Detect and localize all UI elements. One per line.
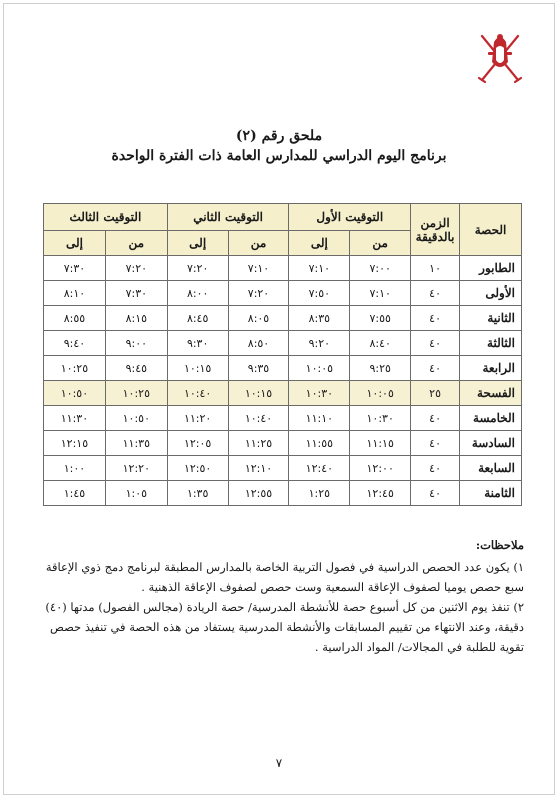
timing1-from: ١٢:٠٠ [350,456,411,481]
annex-header [4,128,554,164]
timing1-to: ١٠:٣٠ [289,381,350,406]
period-duration: ٤٠ [411,406,460,431]
timing1-to: ٩:٢٠ [289,331,350,356]
timing3-to: ٧:٣٠ [44,256,106,281]
timing1-to: ١٢:٤٠ [289,456,350,481]
timing3-from: ٧:٣٠ [105,281,167,306]
timing2-from: ٩:٣٥ [228,356,289,381]
timing3-to: ١١:٣٠ [44,406,106,431]
timing1-from: ٧:٥٥ [350,306,411,331]
header-timing3: التوقيت الثالث [44,204,168,231]
timing1-to: ١١:١٠ [289,406,350,431]
timing2-from: ١٠:٤٠ [228,406,289,431]
header-t1-to: إلى [289,231,350,256]
period-duration: ٤٠ [411,281,460,306]
period-name: الرابعة [460,356,522,381]
timing2-from: ١٠:١٥ [228,381,289,406]
table-row [44,406,522,431]
period-duration: ٤٠ [411,306,460,331]
timing2-to: ١١:٢٠ [167,406,228,431]
timing2-to: ١٠:١٥ [167,356,228,381]
notes-heading: ملاحظات: [475,538,524,552]
note-item-2: ٢) تنفذ يوم الاثنين من كل أسبوع حصة للأنشطة المدرسية/ حصة الريادة (مجالس الفصول) مدتها (٤٠) دقيقة، وعند الانتهاء من تقييم المسابقات والأنشطة المدرسية يستفاد من هذه الحصة في تنفيذ حصص تقوية للطلبة في المجالات/ المواد الدراسية . [45,600,524,654]
school-day-schedule-table [43,203,522,506]
timing3-from: ٩:٠٠ [105,331,167,356]
period-duration: ٤٠ [411,331,460,356]
table-row [44,481,522,506]
timing3-to: ١٠:٥٠ [44,381,106,406]
notes-section [44,535,524,657]
header-t1-from: من [350,231,411,256]
timing2-from: ١٢:٥٥ [228,481,289,506]
annex-title: برنامج اليوم الدراسي للمدارس العامة ذات الفترة الواحدة [111,148,447,164]
timing1-to: ١:٢٥ [289,481,350,506]
timing3-from: ٩:٤٥ [105,356,167,381]
timing1-to: ١٠:٠٥ [289,356,350,381]
period-duration: ٤٠ [411,431,460,456]
timing2-from: ٧:٢٠ [228,281,289,306]
timing3-to: ١:٠٠ [44,456,106,481]
table-row [44,431,522,456]
timing2-to: ٩:٣٠ [167,331,228,356]
period-duration: ٢٥ [411,381,460,406]
header-t2-to: إلى [167,231,228,256]
table-row-break [44,381,522,406]
timing3-to: ١:٤٥ [44,481,106,506]
timing2-to: ١٢:٥٠ [167,456,228,481]
timing1-to: ١١:٥٥ [289,431,350,456]
table-row [44,356,522,381]
annex-label: ملحق رقم (٢) [235,128,323,144]
timing3-to: ١٠:٢٥ [44,356,106,381]
timing3-from: ١١:٣٥ [105,431,167,456]
period-name: الثامنة [460,481,522,506]
timing3-from: ١:٠٥ [105,481,167,506]
timing3-to: ١٢:١٥ [44,431,106,456]
timing1-from: ١٠:٠٥ [350,381,411,406]
table-row [44,256,522,281]
period-duration: ٤٠ [411,456,460,481]
header-t3-to: إلى [44,231,106,256]
header-timing2: التوقيت الثاني [167,204,289,231]
timing1-from: ١١:١٥ [350,431,411,456]
table-row [44,331,522,356]
period-name: الخامسة [460,406,522,431]
header-timing1: التوقيت الأول [289,204,411,231]
timing1-to: ٧:٥٠ [289,281,350,306]
note-item-1: ١) يكون عدد الحصص الدراسية في فصول التربية الخاصة بالمدارس المطبقة لبرنامج دمج ذوي الإعاقة سبع حصص يوميا لصفوف الإعاقة السمعية وست حصص لصفوف الإعاقة الذهنية . [45,560,524,594]
timing1-to: ٨:٣٥ [289,306,350,331]
timing2-to: ١٠:٤٠ [167,381,228,406]
timing2-from: ١٢:١٠ [228,456,289,481]
timing3-from: ١٠:٢٥ [105,381,167,406]
header-duration: الزمن بالدقيقة [411,204,460,256]
timing1-from: ٩:٢٥ [350,356,411,381]
timing1-from: ٧:١٠ [350,281,411,306]
timing1-from: ٨:٤٠ [350,331,411,356]
timing1-from: ٧:٠٠ [350,256,411,281]
timing1-from: ١٠:٣٠ [350,406,411,431]
oman-national-emblem-icon [474,28,526,88]
timing3-to: ٨:١٠ [44,281,106,306]
timing3-from: ١٢:٢٠ [105,456,167,481]
table-row [44,281,522,306]
header-t3-from: من [105,231,167,256]
header-period: الحصة [460,204,522,256]
timing2-to: ٨:٠٠ [167,281,228,306]
timing2-to: ١٢:٠٥ [167,431,228,456]
timing2-from: ٨:٥٠ [228,331,289,356]
timing2-from: ٧:١٠ [228,256,289,281]
page-number: ٧ [275,756,283,770]
timing3-from: ١٠:٥٠ [105,406,167,431]
period-name: الأولى [460,281,522,306]
period-name: الطابور [460,256,522,281]
timing2-to: ٧:٢٠ [167,256,228,281]
timing1-from: ١٢:٤٥ [350,481,411,506]
table-row [44,456,522,481]
timing2-from: ٨:٠٥ [228,306,289,331]
timing3-from: ٨:١٥ [105,306,167,331]
period-name: الثالثة [460,331,522,356]
timing2-to: ٨:٤٥ [167,306,228,331]
timing3-to: ٩:٤٠ [44,331,106,356]
timing2-from: ١١:٢٥ [228,431,289,456]
period-name: السابعة [460,456,522,481]
header-t2-from: من [228,231,289,256]
period-name: الثانية [460,306,522,331]
period-name: الفسحة [460,381,522,406]
period-name: السادسة [460,431,522,456]
period-duration: ٤٠ [411,356,460,381]
timing3-from: ٧:٢٠ [105,256,167,281]
timing2-to: ١:٣٥ [167,481,228,506]
timing1-to: ٧:١٠ [289,256,350,281]
table-row [44,306,522,331]
document-page [3,3,555,795]
period-duration: ٤٠ [411,481,460,506]
period-duration: ١٠ [411,256,460,281]
timing3-to: ٨:٥٥ [44,306,106,331]
